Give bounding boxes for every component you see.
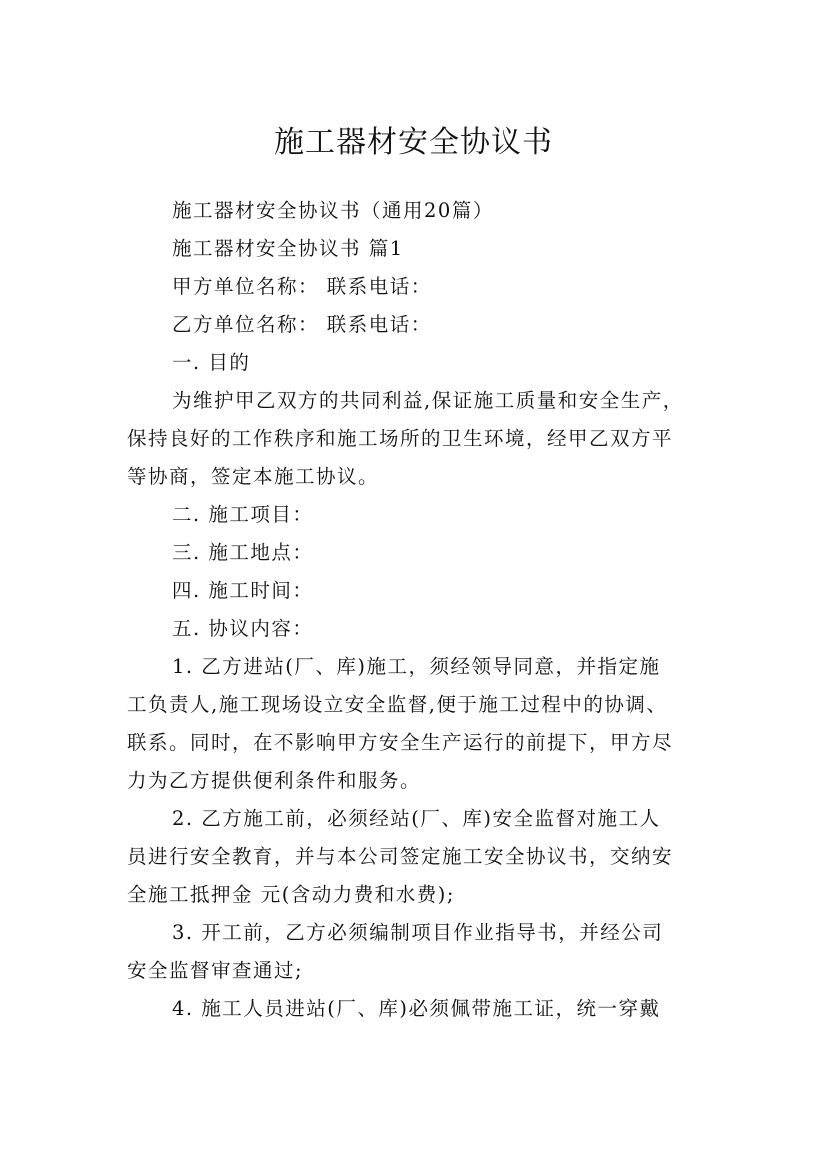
text-line: 保持良好的工作秩序和施工场所的卫生环境，经甲乙双方平 xyxy=(127,427,674,450)
section-heading: 一. 目的 xyxy=(172,351,251,374)
section-heading: 二. 施工项目： xyxy=(172,503,314,526)
text-line: 3. 开工前，乙方必须编制项目作业指导书，并经公司 xyxy=(172,921,664,944)
text-line: 1. 乙方进站(厂、库)施工，须经领导同意，并指定施 xyxy=(172,655,661,678)
document-body xyxy=(127,192,707,1028)
text-line: 4. 施工人员进站(厂、库)必须佩带施工证，统一穿戴 xyxy=(172,997,661,1020)
text-line: 员进行安全教育，并与本公司签定施工安全协议书，交纳安 xyxy=(127,845,674,868)
text-line: 甲方单位名称： 联系电话： xyxy=(172,275,432,298)
text-line: 乙方单位名称： 联系电话： xyxy=(172,313,432,336)
text-line: 全施工抵押金 元(含动力费和水费); xyxy=(127,883,455,906)
text-line: 力为乙方提供便利条件和服务。 xyxy=(127,769,422,792)
text-line: 2. 乙方施工前，必须经站(厂、库)安全监督对施工人 xyxy=(172,807,661,830)
section-heading: 三. 施工地点： xyxy=(172,541,314,564)
text-line: 工负责人,施工现场设立安全监督,便于施工过程中的协调、 xyxy=(127,693,668,716)
text-line: 等协商，签定本施工协议。 xyxy=(127,465,380,488)
section-heading: 五. 协议内容： xyxy=(172,617,314,640)
document-title: 施工器材安全协议书 xyxy=(274,125,553,161)
section-heading: 四. 施工时间： xyxy=(172,579,314,602)
text-line: 为维护甲乙双方的共同利益,保证施工质量和安全生产， xyxy=(172,389,684,412)
text-line: 施工器材安全协议书（通用20篇） xyxy=(172,199,494,222)
text-line: 联系。同时，在不影响甲方安全生产运行的前提下，甲方尽 xyxy=(127,731,674,754)
text-line: 安全监督审查通过; xyxy=(127,959,304,982)
text-line: 施工器材安全协议书 篇1 xyxy=(172,237,404,260)
